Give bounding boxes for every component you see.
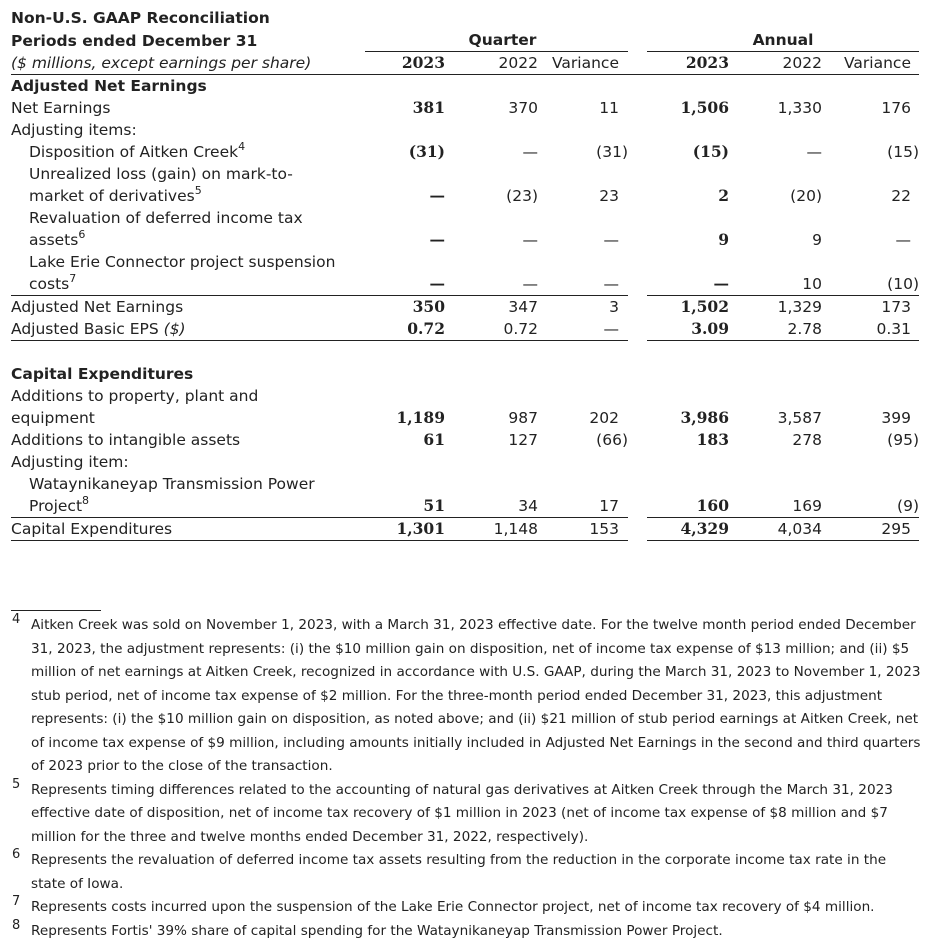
cell: — bbox=[522, 231, 538, 249]
footnote-text: Aitken Creek was sold on November 1, 2023, with a March 31, 2023 effective date. For the twelve month period ended December 31, 2023, the adjustment represents: (i) the $10 million gain on disposition, net of income tax expense of $13 million; and (ii) $5 million of net earnings at Aitken Creek, recognized in accordance with U.S. GAAP, during the March 31, 2023 to November 1, 2023 stub period, net of income tax expense of $2 million. For the three-month period ended December 31, 2023, this adjustment represents: (i) the $10 million gain on disposition, as noted above; and (ii) $21 million of stub period earnings at Aitken Creek, net of income tax expense of $9 million, including amounts initially included in Adjusted Net Earnings in the second and third quarters of 2023 prior to the close of the transaction. bbox=[31, 617, 921, 774]
cell: (31) bbox=[596, 143, 628, 161]
cell: (15) bbox=[887, 143, 919, 161]
table-row bbox=[11, 141, 919, 163]
cell: 10 bbox=[802, 275, 822, 293]
footnote-divider bbox=[11, 610, 101, 611]
cell: (23) bbox=[506, 187, 538, 205]
cell: 183 bbox=[696, 430, 729, 449]
cell: 987 bbox=[508, 409, 538, 427]
cell: — bbox=[603, 231, 619, 249]
cell: 0.72 bbox=[445, 318, 538, 341]
table-row bbox=[11, 251, 919, 296]
cell: 1,148 bbox=[445, 518, 538, 541]
footnote-ref[interactable]: 6 bbox=[78, 228, 86, 241]
footnote-5 bbox=[11, 776, 923, 850]
table-row-total bbox=[11, 296, 919, 319]
row-label: Additions to property, plant and equipment bbox=[11, 387, 259, 427]
row-label: Adjusting item: bbox=[11, 453, 129, 471]
cell: 3.09 bbox=[647, 318, 729, 341]
cell: — bbox=[806, 143, 822, 161]
cell: 173 bbox=[822, 296, 919, 319]
footnote-mark: 4 bbox=[12, 612, 21, 627]
footnote-text: Represents timing differences related to the accounting of natural gas derivatives at Aitken Creek through the March 31, 2023 effective date of disposition, net of income tax recovery of $1 million in 2023 (net of income tax expense of $8 million and $7 million for the three and twelve months ended December 31, 2022, respectively). bbox=[31, 781, 893, 845]
section-heading-adjusted-net-earnings: Adjusted Net Earnings bbox=[11, 77, 207, 95]
table-row bbox=[11, 385, 919, 429]
table-row bbox=[11, 119, 919, 141]
cell: 399 bbox=[881, 409, 911, 427]
row-label: Adjusting items: bbox=[11, 121, 137, 139]
quarter-group-header: Quarter bbox=[365, 29, 628, 52]
cell: — bbox=[713, 274, 729, 293]
table-row bbox=[11, 163, 919, 207]
footnote-ref[interactable]: 8 bbox=[82, 494, 90, 507]
header-group-row bbox=[11, 29, 919, 52]
cell: 23 bbox=[599, 187, 619, 205]
footnote-7 bbox=[11, 896, 923, 920]
cell: — bbox=[603, 275, 619, 293]
col-header-a-2023: 2023 bbox=[647, 52, 729, 75]
footnote-6 bbox=[11, 849, 923, 896]
cell: 202 bbox=[589, 409, 619, 427]
footnote-ref[interactable]: 7 bbox=[69, 272, 77, 285]
cell: — bbox=[429, 274, 445, 293]
cell: 11 bbox=[599, 99, 619, 117]
section-heading-row bbox=[11, 75, 919, 98]
row-label: Adjusted Basic EPS ($) bbox=[11, 318, 365, 341]
cell: — bbox=[429, 230, 445, 249]
footnote-ref[interactable]: 4 bbox=[238, 140, 246, 153]
row-label: Adjusted Net Earnings bbox=[11, 296, 365, 319]
cell: 51 bbox=[423, 496, 445, 515]
cell: 3,986 bbox=[680, 408, 729, 427]
cell: 9 bbox=[718, 230, 729, 249]
cell: — bbox=[538, 318, 628, 341]
footnote-text: Represents the revaluation of deferred income tax assets resulting from the reduction in the corporate income tax rate in the state of Iowa. bbox=[31, 852, 887, 892]
cell: 160 bbox=[696, 496, 729, 515]
table-row bbox=[11, 451, 919, 473]
cell: 61 bbox=[423, 430, 445, 449]
cell: (15) bbox=[692, 142, 729, 161]
cell: 4,329 bbox=[647, 518, 729, 541]
section-heading-capital-expenditures: Capital Expenditures bbox=[11, 365, 194, 383]
cell: 1,502 bbox=[647, 296, 729, 319]
row-label: Wataynikaneyap Transmission Power Project$^8$ bbox=[29, 475, 315, 515]
table-row bbox=[11, 473, 919, 518]
row-label: Capital Expenditures bbox=[11, 518, 365, 541]
cell: 22 bbox=[891, 187, 911, 205]
cell: 3 bbox=[538, 296, 628, 319]
cell: — bbox=[522, 275, 538, 293]
footnote-text: Represents Fortis' 39% share of capital spending for the Wataynikaneyap Transmission Power Project. bbox=[31, 922, 723, 939]
footnote-ref[interactable]: 5 bbox=[194, 184, 202, 197]
units-note: ($ millions, except earnings per share) bbox=[11, 52, 365, 75]
footnote-mark: 8 bbox=[12, 917, 21, 933]
cell: — bbox=[522, 143, 538, 161]
cell: 295 bbox=[822, 518, 919, 541]
cell: 0.72 bbox=[365, 318, 445, 341]
table-row bbox=[11, 318, 919, 341]
cell: 1,189 bbox=[396, 408, 445, 427]
cell: — bbox=[895, 231, 911, 249]
cell: (31) bbox=[408, 142, 445, 161]
cell: 2 bbox=[718, 186, 729, 205]
col-header-q-2023: 2023 bbox=[365, 52, 445, 75]
cell: (66) bbox=[596, 431, 628, 449]
cell: 9 bbox=[812, 231, 822, 249]
column-header-row bbox=[11, 52, 919, 75]
row-label: Lake Erie Connector project suspension costs$^7$ bbox=[29, 253, 336, 293]
row-label: Additions to intangible assets bbox=[11, 431, 241, 449]
footnote-8 bbox=[11, 917, 923, 944]
row-label: Unrealized loss (gain) on mark-to- market of derivatives$^5$ bbox=[29, 165, 293, 205]
cell: 0.31 bbox=[822, 318, 919, 341]
table-row-total bbox=[11, 518, 919, 541]
cell: 3,587 bbox=[777, 409, 822, 427]
cell: 2.78 bbox=[729, 318, 822, 341]
reconciliation-document bbox=[11, 7, 921, 541]
col-header-q-2022: 2022 bbox=[445, 52, 538, 75]
non-gaap-reconciliation-table bbox=[11, 7, 919, 541]
col-header-a-2022: 2022 bbox=[729, 52, 822, 75]
cell: (9) bbox=[897, 497, 919, 515]
row-label: Revaluation of deferred income tax assets$^6$ bbox=[29, 209, 303, 249]
section-heading-row bbox=[11, 363, 919, 385]
footnotes bbox=[11, 614, 923, 943]
cell: 278 bbox=[792, 431, 822, 449]
table-title: Non-U.S. GAAP Reconciliation bbox=[11, 9, 270, 27]
cell: 34 bbox=[518, 497, 538, 515]
cell: 347 bbox=[445, 296, 538, 319]
row-label: Disposition of Aitken Creek$^4$ bbox=[29, 140, 246, 161]
cell: 176 bbox=[881, 99, 911, 117]
cell: 381 bbox=[412, 98, 445, 117]
footnote-mark: 6 bbox=[12, 847, 21, 862]
cell: 350 bbox=[365, 296, 445, 319]
cell: 153 bbox=[538, 518, 628, 541]
cell: (20) bbox=[790, 187, 822, 205]
annual-group-header: Annual bbox=[647, 29, 919, 52]
cell: 169 bbox=[792, 497, 822, 515]
col-header-a-variance: Variance bbox=[822, 52, 919, 75]
row-label: Net Earnings bbox=[11, 99, 111, 117]
cell: 127 bbox=[508, 431, 538, 449]
cell: 1,301 bbox=[365, 518, 445, 541]
period-subtitle: Periods ended December 31 bbox=[11, 31, 258, 50]
cell: 370 bbox=[508, 99, 538, 117]
cell: 1,330 bbox=[777, 99, 822, 117]
table-row bbox=[11, 97, 919, 119]
title-row bbox=[11, 7, 919, 29]
table-row bbox=[11, 207, 919, 251]
footnote-text: Represents costs incurred upon the suspension of the Lake Erie Connector project, net of income tax recovery of $4 million. bbox=[31, 899, 875, 915]
cell: 4,034 bbox=[729, 518, 822, 541]
footnote-mark: 5 bbox=[12, 776, 21, 792]
cell: 1,329 bbox=[729, 296, 822, 319]
cell: (10) bbox=[887, 275, 919, 293]
cell: 1,506 bbox=[680, 98, 729, 117]
table-row bbox=[11, 429, 919, 451]
cell: — bbox=[429, 186, 445, 205]
footnote-mark: 7 bbox=[12, 894, 21, 909]
cell: (95) bbox=[887, 431, 919, 449]
footnote-4 bbox=[11, 614, 923, 779]
col-header-q-variance: Variance bbox=[538, 52, 628, 75]
cell: 17 bbox=[599, 497, 619, 515]
